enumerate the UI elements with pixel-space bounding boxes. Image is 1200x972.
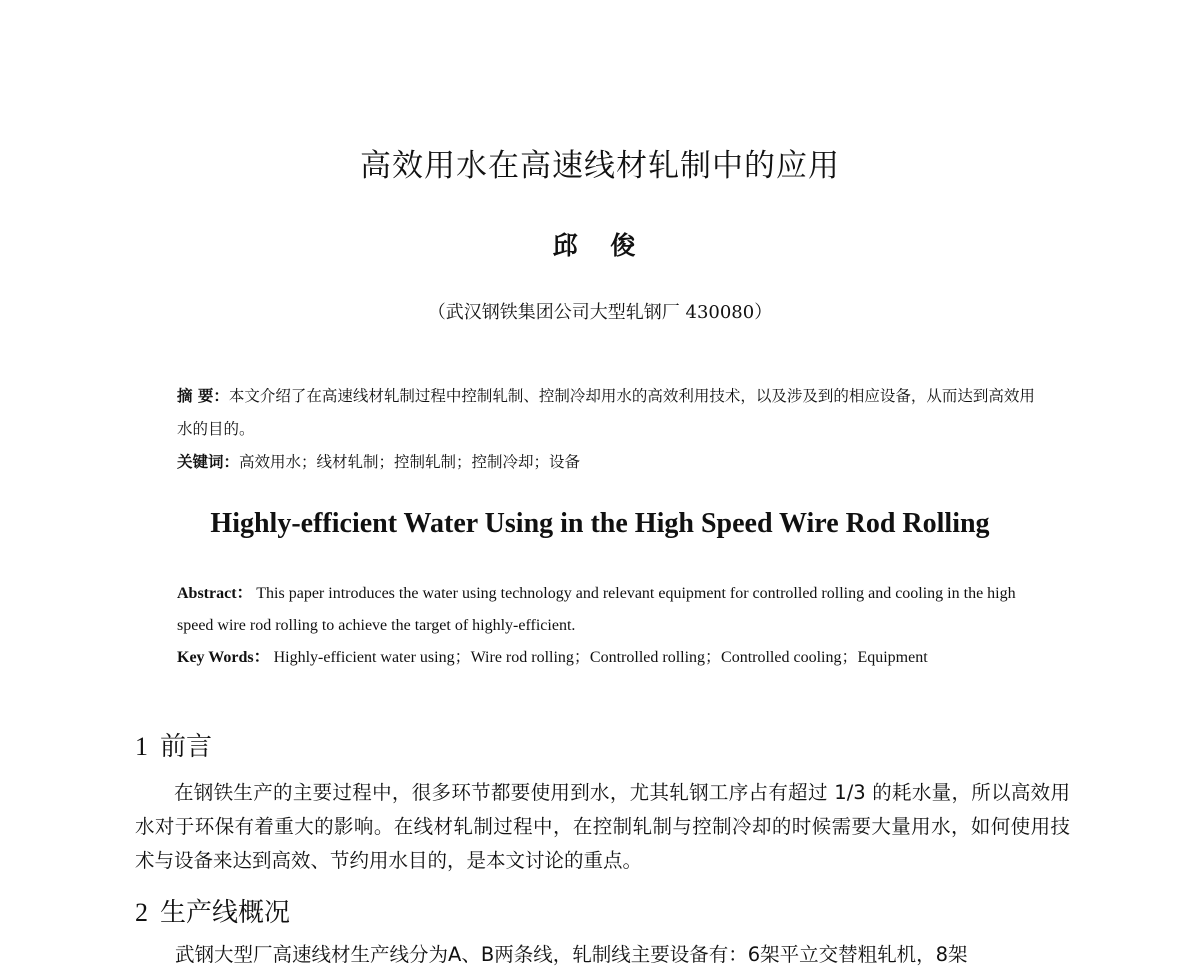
author-name: 邱 俊: [552, 231, 648, 260]
paper-title-chinese: 高效用水在高速线材轧制中的应用: [360, 148, 840, 184]
chinese-abstract-block: [177, 380, 1037, 479]
english-abstract: [177, 578, 1047, 642]
chinese-abstract: [177, 380, 1037, 446]
section-title: 前言: [160, 732, 213, 762]
section-number: 1: [135, 732, 148, 761]
abstract-text-cn: 本文介绍了在高速线材轧制过程中控制轧制、控制冷却用水的高效利用技术，以及涉及到的相应设备，从而达到高效用水的目的。: [177, 387, 1035, 438]
keywords-text-en: Highly-efficient water using；Wire rod rolling；Controlled rolling；Controlled cooling；Equipment: [273, 649, 928, 666]
paper-title-english: Highly-efficient Water Using in the High Speed Wire Rod Rolling: [210, 508, 990, 539]
section-heading-production-line: [135, 892, 290, 929]
english-abstract-block: [177, 578, 1047, 674]
keywords-label-en: Key Words：: [177, 649, 270, 666]
keywords-label-cn: 关键词：: [177, 453, 240, 471]
abstract-label-en: Abstract：: [177, 585, 253, 602]
abstract-label-cn: 摘 要：: [177, 387, 229, 405]
section-title: 生产线概况: [160, 898, 291, 928]
section-number: 2: [135, 898, 148, 927]
production-line-paragraph-cut: 武钢大型厂高速线材生产线分为A、B两条线，轧制线主要设备有：6架平立交替粗轧机，8架: [175, 943, 968, 966]
english-keywords: [177, 642, 1047, 674]
section-heading-introduction: [135, 726, 212, 763]
chinese-keywords: [177, 446, 1037, 479]
keywords-text-cn: 高效用水；线材轧制；控制轧制；控制冷却；设备: [239, 453, 581, 471]
introduction-paragraph: 在钢铁生产的主要过程中，很多环节都要使用到水，尤其轧钢工序占有超过 1/3 的耗水量，所以高效用水对于环保有着重大的影响。在线材轧制过程中，在控制轧制与控制冷却的时候需要大量用水，如何使用技术与设备来达到高效、节约用水目的，是本文讨论的重点。: [135, 781, 1070, 872]
introduction-body: [135, 776, 1070, 878]
abstract-text-en: This paper introduces the water using technology and relevant equipment for controlled rolling and cooling in the high speed wire rod rolling to achieve the target of highly-efficient.: [177, 585, 1016, 634]
author-affiliation: （武汉钢铁集团公司大型轧钢厂 430080）: [427, 302, 773, 323]
